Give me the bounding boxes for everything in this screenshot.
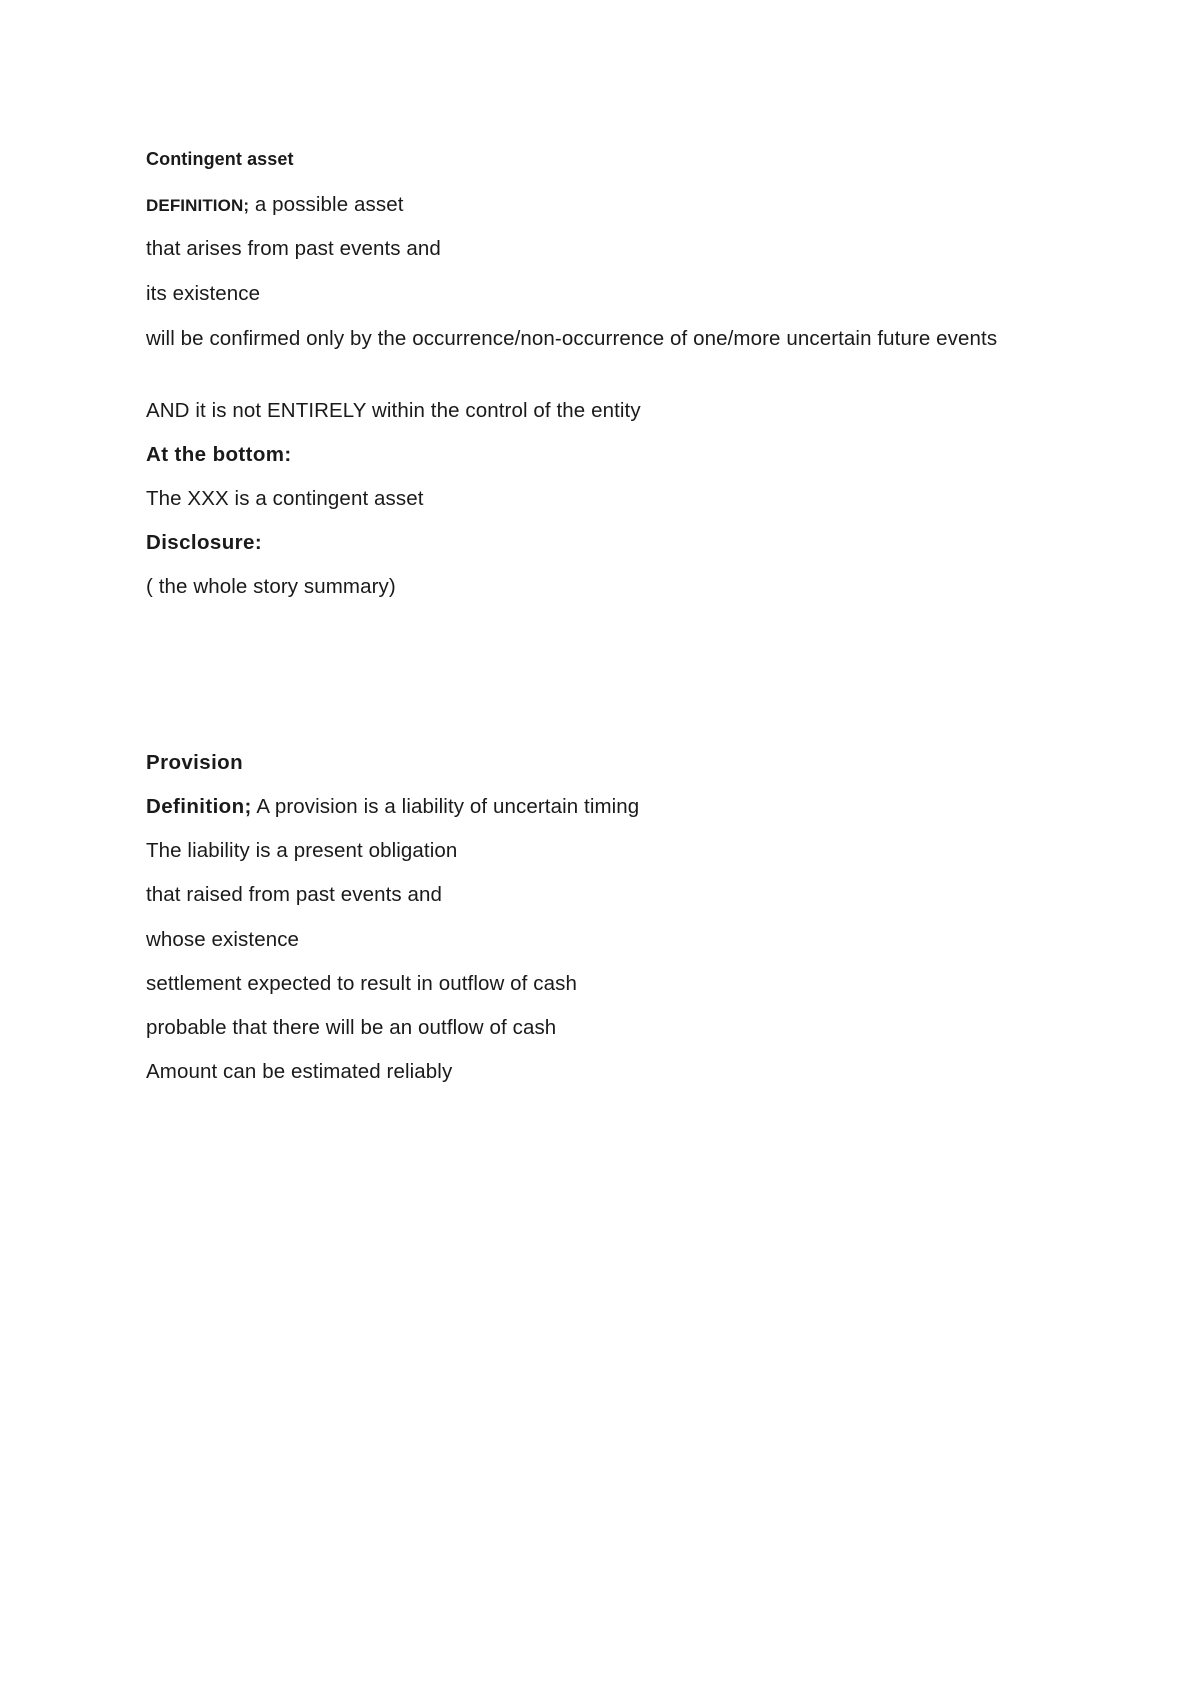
disclosure-text: ( the whole story summary) bbox=[146, 575, 396, 598]
at-the-bottom-label: At the bottom: bbox=[146, 443, 292, 466]
provision-line-3: whose existence bbox=[146, 928, 300, 951]
provision-line-6: Amount can be estimated reliably bbox=[146, 1060, 453, 1083]
provision-line-1: The liability is a present obligation bbox=[146, 839, 458, 862]
provision-definition bbox=[146, 794, 639, 820]
provision-line-4: settlement expected to result in outflow of cash bbox=[146, 972, 577, 995]
at-the-bottom-text: The XXX is a contingent asset bbox=[146, 487, 424, 510]
provision-definition-label: Definition; bbox=[146, 795, 252, 818]
contingent-asset-title: Contingent asset bbox=[146, 149, 294, 169]
definition-line-2: its existence bbox=[146, 282, 261, 305]
definition-confirmed-line: will be confirmed only by the occurrence/non-occurrence of one/more uncertain future events bbox=[146, 327, 998, 350]
definition-control-line: AND it is not ENTIRELY within the control of the entity bbox=[146, 399, 641, 422]
provision-line-5: probable that there will be an outflow of cash bbox=[146, 1016, 557, 1039]
provision-definition-text: A provision is a liability of uncertain timing bbox=[251, 795, 640, 818]
definition-line-1: that arises from past events and bbox=[146, 237, 441, 260]
definition-text: a possible asset bbox=[249, 193, 404, 216]
definition-label: DEFINITION; bbox=[146, 196, 250, 215]
provision-title: Provision bbox=[146, 751, 244, 774]
provision-line-2: that raised from past events and bbox=[146, 883, 443, 906]
contingent-asset-definition bbox=[146, 192, 404, 219]
disclosure-label: Disclosure: bbox=[146, 531, 263, 554]
